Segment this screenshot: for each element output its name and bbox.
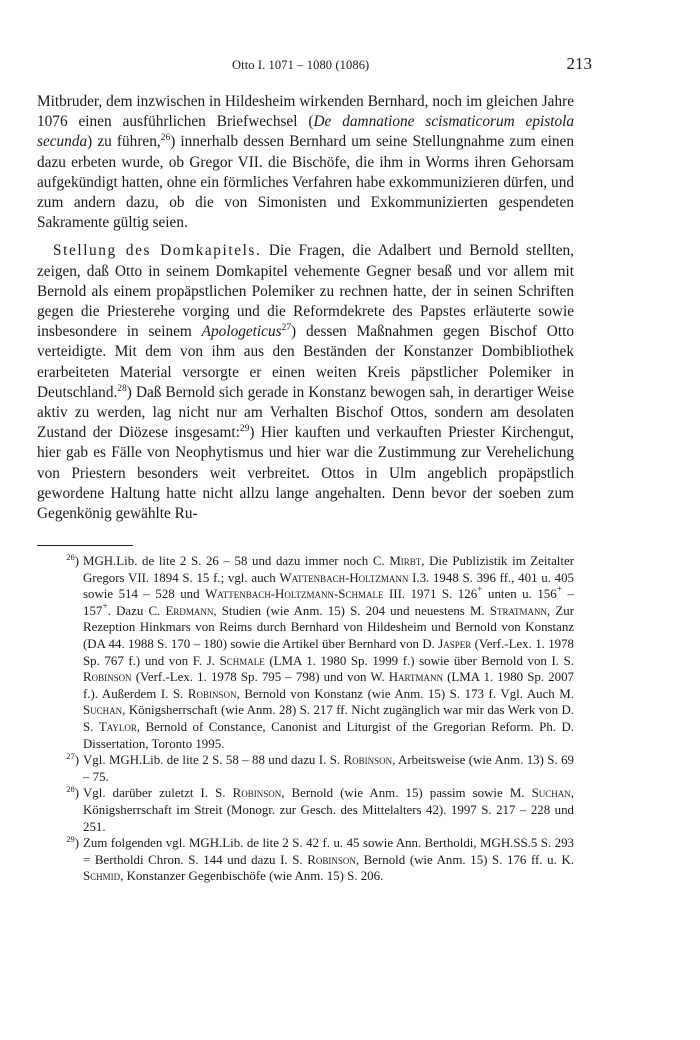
- text-run: ) zu führen,: [87, 133, 161, 151]
- text-run: Die Fragen, die Adalbert und Bernold stellten, zeigen, daß Otto in seinem Domkapitel vehemente Gegner besaß und vor allem mit Bernold als einem propäpstlichen Polemiker zu rechnen hatte, der in seinen Schriften gegen die Priesterehe vorging und die Reformdekrete des Papstes erläuterte sowie insbesondere in seinem: [37, 242, 575, 341]
- footnote-ref-28: 28: [117, 383, 127, 394]
- footnote-marker: $^{26}$): [66, 552, 79, 568]
- text-run: ) Daß Bernold sich gerade in Konstanz bewogen sah, in derartiger Weise aktiv zu werden, lag nicht nur am Verhalten Bischof Ottos, sondern am desolaten Zustand der Diözese insgesamt:: [37, 383, 574, 442]
- footnote-text: (LMA 1. 1980 Sp. 1999 f.) sowie über Bernold von I. S.: [264, 653, 575, 668]
- footnote-text: , Bernold of Constance, Canonist and Liturgist of the Gregorian Reform. Ph. D. Dissertation, Toronto 1995.: [83, 719, 574, 751]
- footnote-text: , Konstanzer Gegenbischöfe (wie Anm. 15) S. 206.: [120, 869, 384, 884]
- author-name: Suchan: [531, 786, 571, 801]
- footnote-separator: [37, 545, 133, 546]
- footnote-29: [37, 835, 574, 885]
- text-run: ) Hier kauften und verkauften Priester Kirchengut, hier gab es Fälle von Neophytismus und hier war die Zustimmung zur Verehelichung von Priestern besonders weit verbreitet. Ottos in Ulm angeblich propäpstlich gewordene Haltung hatte nicht allzu lange angehalten. Denn bevor der soeben zum Gegenkönig gewählte Ru-: [37, 424, 574, 523]
- text-run: Mitbruder, dem inzwischen in Hildesheim wirkenden Bernhard, noch im gleichen Jahre 1076 einen ausführlichen Briefwechsel (: [37, 93, 574, 131]
- author-name: Robinson: [343, 753, 393, 768]
- footnote-number: 29: [66, 834, 75, 845]
- footnote-ref-27: 27: [281, 323, 292, 334]
- paragraph-2: [37, 241, 574, 524]
- author-name: Robinson: [187, 686, 237, 701]
- footnote-number: 28: [66, 784, 75, 795]
- author-name: Wattenbach-Holtzmann: [279, 570, 409, 585]
- author-name: Taylor: [98, 719, 137, 734]
- italic-title: De damnatione scismaticorum epistola secunda: [37, 113, 574, 151]
- author-name: Hartmann: [388, 670, 443, 685]
- footnote-marker: $^{29}$): [66, 834, 79, 851]
- footnote-text: (Verf.-Lex. 1. 1978 Sp. 795 – 798) und von W.: [131, 670, 389, 685]
- author-name: Mirbt: [389, 554, 422, 568]
- footnote-number: 26: [66, 552, 75, 562]
- footnote-text: (Verf.-Lex. 1. 1978 Sp. 767 f.) und von F. J.: [83, 636, 575, 668]
- plus-mark: +: [556, 585, 563, 596]
- footnote-26: [37, 553, 574, 752]
- footnote-text: , Studien (wie Anm. 15) S. 204 und neuestens M.: [213, 603, 490, 618]
- footnote-text: , Bernold (wie Anm. 15) passim sowie M.: [281, 786, 532, 801]
- footnote-text: III. 1971 S. 126: [383, 587, 478, 602]
- author-name: Robinson: [83, 670, 132, 685]
- author-name: Schmale: [219, 653, 265, 668]
- footnote-27: [37, 752, 574, 785]
- footnote-text: , Die Publizistik im Zeitalter Gregors VII. 1894 S. 15 f.; vgl. auch: [83, 554, 574, 585]
- footnote-text: , Bernold von Konstanz (wie Anm. 15) S. 173 f. Vgl. Auch M.: [236, 686, 574, 701]
- author-name: Suchan: [83, 703, 123, 718]
- footnote-marker: $^{27}$): [66, 751, 79, 768]
- footnote-text: MGH.Lib. de lite 2 S. 26 – 58 und dazu immer noch C.: [83, 554, 390, 568]
- footnote-text: – 157: [83, 587, 575, 618]
- footnote-text: , Königsherrschaft (wie Anm. 28) S. 217 ff. Nicht zugänglich war mir das Werk von D. S.: [83, 703, 574, 734]
- footnote-text: , Bernold (wie Anm. 15) S. 176 ff. u. K.: [355, 852, 574, 867]
- footnote-text: Zum folgenden vgl. MGH.Lib. de lite 2 S. 42 f. u. 45 sowie Ann. Bertholdi, MGH.SS.5 S. 293 = Bertholdi Chron. S. 144 und dazu I. S.: [83, 836, 574, 867]
- plus-mark: +: [477, 585, 483, 596]
- author-name: Wattenbach-Holtzmann-Schmale: [205, 587, 384, 602]
- author-name: Robinson: [307, 852, 356, 867]
- footnote-ref-29: 29: [239, 424, 250, 435]
- author-name: Schmid: [83, 869, 121, 884]
- footnote-text: Vgl. darüber zuletzt I. S.: [83, 786, 233, 801]
- page-number: 213: [566, 54, 592, 73]
- footnote-text: . Dazu C.: [107, 603, 166, 618]
- footnote-marker: $^{28}$): [66, 784, 79, 801]
- footnote-text: I.3. 1948 S. 396 ff., 401 u. 405 sowie 514 – 528 und: [83, 570, 574, 602]
- footnote-text: , Zur Rezeption Hinkmars von Reims durch Bernhard von Hildesheim und Bernold von Konstanz (DA 44. 1988 S. 170 – 180) sowie die Artikel über Bernhard von D.: [83, 603, 574, 651]
- author-name: Robinson: [232, 786, 282, 801]
- italic-title: Apologeticus: [201, 323, 282, 341]
- footnote-text: Vgl. MGH.Lib. de lite 2 S. 58 – 88 und dazu I. S.: [83, 753, 344, 768]
- text-run: ) dessen Maßnahmen gegen Bischof Otto verteidigte. Mit dem von ihm aus den Beständen der Konstanzer Dombibliothek erarbeiteten Material versorgte er einen weiten Kreis päpstlicher Polemiker in Deutschland.: [37, 323, 574, 401]
- author-name: Erdmann: [165, 603, 214, 618]
- footnote-number: 27: [66, 751, 75, 762]
- footnote-28: [37, 785, 574, 835]
- section-heading: Stellung des Domkapitels.: [53, 242, 262, 260]
- main-text: [37, 92, 574, 524]
- text-run: ) innerhalb dessen Bernhard um seine Stellungnahme zum einen dazu erbeten wurde, ob Gregor VII. die Bischöfe, die ihm in Worms ihren Gehorsam aufgekündigt hatten, ohne ein förmliches Verfahren habe exkommunizieren dürfen, und zum andern dazu, ob die von Simonisten und Exkommunizierten gespendeten Sakramente gültig seien.: [37, 133, 574, 232]
- plus-mark: +: [102, 601, 108, 612]
- footnote-text: , Königsherrschaft im Streit (Monogr. zur Gesch. des Mittelalters 42). 1997 S. 217 – 228 und 251.: [83, 786, 574, 834]
- paragraph-1: [37, 92, 574, 233]
- footnote-text: (LMA 1. 1980 Sp. 2007 f.). Außerdem I. S.: [83, 670, 574, 701]
- footnotes: [37, 553, 574, 885]
- footnote-text: unten u. 156: [482, 587, 557, 602]
- author-name: Stratmann: [489, 603, 547, 618]
- author-name: Jasper: [438, 636, 472, 651]
- footnote-ref-26: 26: [160, 133, 171, 144]
- running-head: Otto I. 1071 – 1080 (1086): [232, 58, 370, 72]
- footnote-text: , Arbeitsweise (wie Anm. 13) S. 69 – 75.: [83, 753, 574, 784]
